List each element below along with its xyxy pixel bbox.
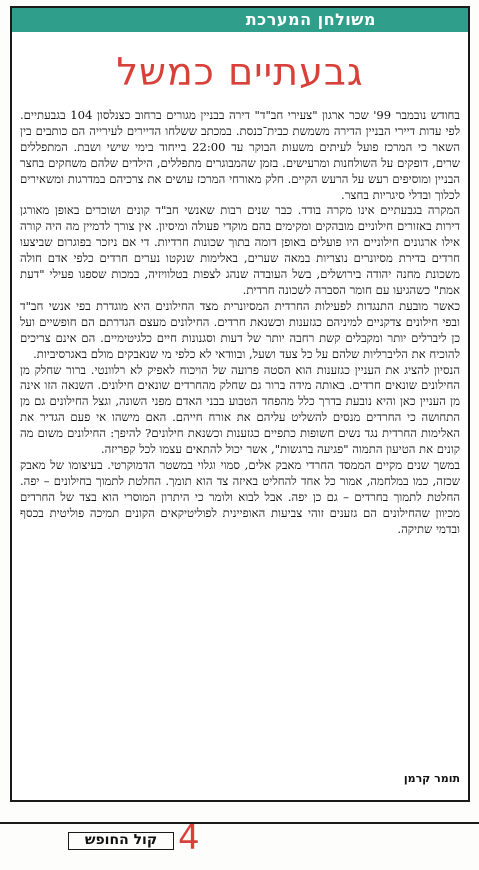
footer-divider [0,822,479,824]
article-paragraph: כאשר מובעת התנגדות לפעילות החרדית המסיונרית מצד החילונים היא מוגדרת בפי אנשי חב"ד ובפי חילונים צדקניים למיניהם כגזענות וכשנאת חרדים. החילונים מעצם הגדרתם הם חופשיים ועל כן ליברלים יותר ומקבלים קשת רחבה יותר של דעות וסגנונות חיים כלגיטימיים. הם אינם צריכים להוכיח את הליברליות שלהם על כל צעד ושעל, ובוודאי לא כלפי מי שנאבקים מולם באגרסיביות. [20,298,460,361]
headline: גבעתיים כמשל [116,50,364,94]
section-banner: משולחן המערכת [12,8,468,32]
publication-name: קול החופש [68,832,174,850]
author-byline: תומר קרמן [403,772,460,785]
page-number: 4 [178,818,200,858]
article-paragraph: בחודש נובמבר 99' שכר ארגון "צעירי חב"ד" דירה בבניין מגורים ברחוב כצנלסון 104 בגבעתיים. לפי עדות דיירי הבניין הדירה משמשת כבית־כנסת. במכתב ששלחו הדיירים לעירייה הם כותבים בין השאר כי המרכז פועל לעיתים משעות הבוקר עד 22:00 בייחוד בימי שישי ושבת. המתפללים שרים, דופקים על השולחנות ומרעישים. בזמן שהמבוגרים מתפללים, הילדים שלהם משחקים בחצר הבניין ומוסיפים רעש על הרעש הקיים. חלק מאורחי המרכז עושים את צרכיהם במדרגות ומשאירים לכלוך ובדלי סיגריות בחצר. [20,108,460,202]
article-paragraph: המקרה בגבעתיים אינו מקרה בודד. כבר שנים רבות שאנשי חב"ד קונים ושוכרים באופן מאורגן דירות באזורים חילוניים מובהקים ומקימים בהם מוקדי פעולה ומיסיון. אין צורך לדמיין מה היה קורה אילו ארגונים חילוניים היו פועלים באופן דומה בתוך שכונות חרדיות. די אם ניזכר בפוגרום שביצעו חרדים בדירת מסיונרים נוצריות במאה שערים, באלימות שנקטו נערים חרדים כלפי אדם חולה משכונת מחנה יהודה בירושלים, בשל העובדה שנהג לצפות בטלוויזיה, במכות שספגו פעילי "דעת אמת" כשהגיעו עם חומר הסברה לשכונה חרדית. [20,203,460,297]
article-paragraph: במשך שנים מקיים הממסד החרדי מאבק אלים, סמוי וגלוי במשטר הדמוקרטי. בעיצומו של מאבק שכזה, כמו במלחמה, אמור כל אחד להחליט באיזה צד הוא תומך. החלטת לתמוך בחילונים – יפה. החלטת לתמוך בחרדים – גם כן יפה. אבל לבוא ולומר כי היתרון המוסרי הוא בצד של החרדים מכיוון שהחילונים הם גזענים זוהי צביעות האופיינית לפוליטיקאים הקונים תמיכה פוליטית בכסף ובדמי שתיקה. [20,457,460,536]
article-paragraph: הנסיון להציג את העניין כגזענות הוא הסטה פרועה של הויכוח לאפיק לא רלוונטי. ברור שחלק מן החילונים שונאים חרדים. באותה מידה ברור גם שחלק מהחרדים שונאים חילונים. השנאה הזו אינה מן העניין כאן והיא נובעת בדרך כלל מהפחד הטבוע בבני האדם מפני השונה, וגצל החילונים גם מן התחושה כי החרדים מנסים להשליט עליהם את אורח חייהם. האם מישהו אי פעם הגדיר את האלימות החרדית נגד נשים חשופות כתפיים כגזענות וכשנאת חילונים? להיפך: החילונים משום מה קונים את הטיעון התמוה "פגיעה ברגשות", אשר יכול להתאים עצמו לכל קפריזה. [20,362,460,457]
article-body [20,108,460,537]
editorial-frame [10,6,470,802]
